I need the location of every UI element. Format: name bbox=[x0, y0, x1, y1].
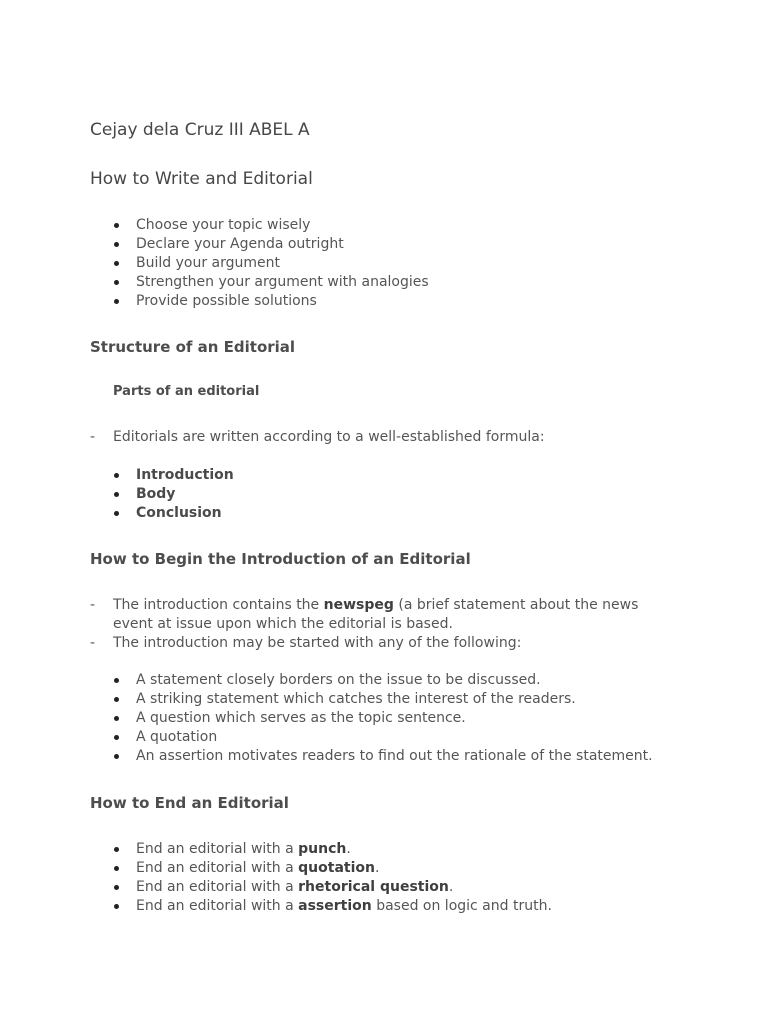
bullet-icon bbox=[114, 511, 119, 516]
list-item: Conclusion bbox=[0, 504, 700, 523]
steps-list bbox=[0, 216, 700, 311]
list-item: End an editorial with a assertion based on logic and truth. bbox=[0, 897, 700, 916]
list-item: Choose your topic wisely bbox=[0, 216, 700, 235]
list-item: A question which serves as the topic sentence. bbox=[0, 709, 700, 728]
bullet-icon bbox=[114, 473, 119, 478]
bullet-icon bbox=[114, 678, 119, 683]
bullet-icon bbox=[114, 735, 119, 740]
list-item: A statement closely borders on the issue to be discussed. bbox=[0, 671, 700, 690]
starters-list bbox=[0, 671, 700, 766]
bullet-icon bbox=[114, 280, 119, 285]
bullet-icon bbox=[114, 697, 119, 702]
begin-heading: How to Begin the Introduction of an Editorial bbox=[90, 550, 471, 568]
list-item: End an editorial with a punch. bbox=[0, 840, 700, 859]
list-item: Strengthen your argument with analogies bbox=[0, 273, 700, 292]
bullet-icon bbox=[114, 492, 119, 497]
bullet-icon bbox=[114, 223, 119, 228]
list-item: End an editorial with a rhetorical question. bbox=[0, 878, 700, 897]
author-name: Cejay dela Cruz III ABEL A bbox=[90, 120, 310, 140]
bullet-icon bbox=[114, 885, 119, 890]
bullet-icon bbox=[114, 242, 119, 247]
list-item: A quotation bbox=[0, 728, 700, 747]
list-item: Provide possible solutions bbox=[0, 292, 700, 311]
list-item: End an editorial with a quotation. bbox=[0, 859, 700, 878]
bullet-icon bbox=[114, 904, 119, 909]
list-item: A striking statement which catches the interest of the readers. bbox=[0, 690, 700, 709]
parts-list bbox=[0, 466, 700, 523]
bullet-icon bbox=[114, 866, 119, 871]
newspeg-term: newspeg bbox=[323, 597, 394, 613]
parts-heading: Parts of an editorial bbox=[113, 384, 260, 399]
list-item: Introduction bbox=[0, 466, 700, 485]
list-item: An assertion motivates readers to find out the rationale of the statement. bbox=[0, 747, 700, 766]
document-title: How to Write and Editorial bbox=[90, 169, 313, 189]
bullet-icon bbox=[114, 716, 119, 721]
structure-heading: Structure of an Editorial bbox=[90, 338, 296, 356]
end-heading: How to End an Editorial bbox=[90, 794, 289, 812]
document-page: Cejay dela Cruz III ABEL A How to Write and Editorial Choose your topic wisely Declare your Agenda outright Build your argument Strengthen your argument with analogies Provide possible solutions Structure of an Editorial Parts of an editorial - Editorials are written according to a well-established formula: Introduction Body Conclusion How to Begin the Introduction of an Editorial - The introduction contains the newspeg (a brief statement about the news event at issue upon which the editorial is based. - The introduction may be started with any of the following: A statement closely borders on the issue to be discussed. A striking statement which catches the interest of the readers. A question which serves as the topic sentence. A quotation An assertion motivates readers to find out the rationale of the statement. How to End an Editorial End an editorial with a punch. End an editorial with a quotation. End an editorial with a rhetorical question. End an editorial with a assertion based on logic and truth. bbox=[0, 0, 768, 1024]
bullet-icon bbox=[114, 847, 119, 852]
bullet-icon bbox=[114, 754, 119, 759]
bullet-icon bbox=[114, 261, 119, 266]
endings-list bbox=[0, 840, 700, 916]
bullet-icon bbox=[114, 299, 119, 304]
list-item: Build your argument bbox=[0, 254, 700, 273]
list-item: Body bbox=[0, 485, 700, 504]
list-item: Declare your Agenda outright bbox=[0, 235, 700, 254]
